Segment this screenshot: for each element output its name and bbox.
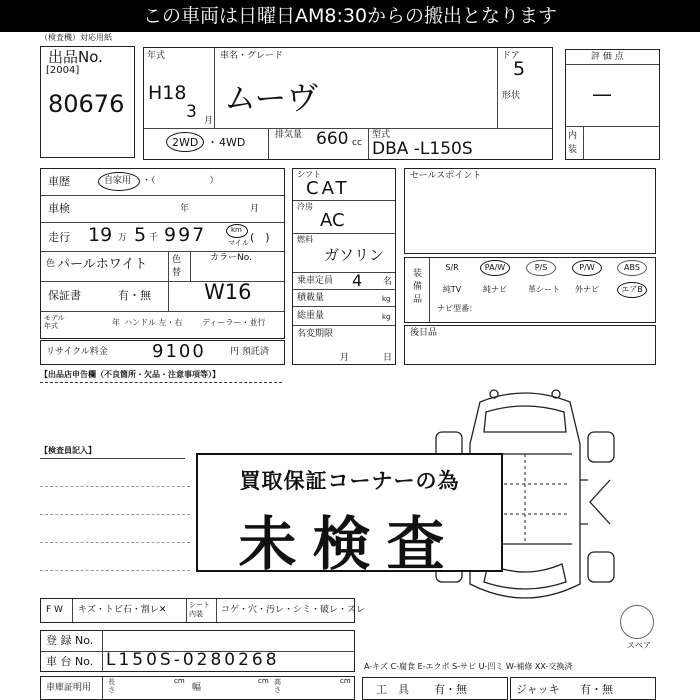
jack-value: 有・無 [580, 683, 613, 696]
equip-leather: 革シート [528, 285, 560, 294]
total-weight-unit: kg [382, 313, 391, 321]
shift-value: CAT [306, 178, 350, 199]
equip-tv: 純TV [442, 285, 462, 294]
warranty-value: 有・無 [118, 289, 151, 302]
model-year-era: H18 [148, 82, 187, 104]
interior-label: 内 装 [568, 131, 578, 155]
equip-navi: 純ナビ [483, 285, 507, 294]
cert-width: 幅 [192, 683, 202, 693]
fuel-value: ガソリン [324, 246, 385, 264]
cert-label: 車庫証明用 [46, 683, 92, 693]
type-value: DBA -L150S [372, 139, 473, 159]
equip-navi-model: ナビ型番： [437, 304, 477, 313]
banner-notice: この車両は日曜日AM8:30からの搬出となります [0, 0, 700, 32]
color-change-label: 色 替 [172, 255, 182, 278]
displacement-value: 660 [316, 129, 349, 149]
lot-number: 80676 [48, 90, 125, 118]
inspection-month: 月 [250, 204, 260, 214]
cert-cm-1: cm [174, 677, 185, 685]
equip-sr: S/R [445, 263, 459, 272]
warranty-label: 保証書 [48, 289, 81, 302]
seller-notes-label: 【出品店申告欄（不良箇所・欠品・注意事項等）】 [40, 370, 220, 379]
drive-2wd: 2WD [172, 136, 199, 149]
aftermarket-label: 後日品 [410, 328, 438, 338]
model-year-month: 3 [186, 102, 197, 122]
drive-sep: ・ [207, 136, 218, 149]
tools-value: 有・無 [434, 683, 467, 696]
history-value: 自家用 [104, 176, 132, 186]
load-label: 積載量 [297, 293, 325, 303]
color-label: 色 [46, 259, 56, 269]
damage-legend: A-キズ C-腐食 E-エクボ S-サビ U-凹ミ W-補修 XX-交換済 [364, 662, 573, 671]
unchecked-stamp [196, 453, 503, 578]
aircon-value: AC [320, 210, 345, 231]
car-name: ムーヴ [224, 79, 319, 117]
score-label: 評 価 点 [591, 52, 624, 62]
registration-label: 登 録 No. [46, 634, 94, 647]
fw-seat-value: コゲ・穴・汚レ・シミ・破レ・スレ [221, 605, 366, 615]
model-row-handle: ハンドル 左・右 [124, 318, 183, 327]
history-rest: ・（ ） [142, 176, 219, 186]
total-weight-label: 総重量 [297, 311, 325, 321]
equip-pw: P/W [572, 260, 602, 276]
spare-tire-icon [620, 605, 654, 639]
fw-value: キズ・トビ石・割レ✕ [78, 605, 167, 615]
tools-label: 工 具 [376, 683, 409, 696]
displacement-label: 排気量 [275, 130, 303, 140]
color-no-value: W16 [204, 280, 252, 304]
equip-ext-navi: 外ナビ [575, 285, 599, 294]
lot-year: [2004] [46, 65, 80, 76]
equipment-label: 装 備 品 [413, 269, 423, 306]
model-year-month-unit: 月 [204, 116, 214, 126]
sales-point-label: セールスポイント [410, 171, 482, 181]
inspection-label: 車検 [48, 202, 70, 215]
equip-ps: P/S [526, 260, 556, 276]
mileage-mile: マイル [228, 239, 249, 247]
load-unit: kg [382, 295, 391, 303]
stamp-line1: 買取保証コーナーの為 [239, 469, 460, 493]
model-year-label: 年式 [147, 51, 166, 61]
spare-label: スペア [627, 641, 651, 650]
cert-cm-3: cm [340, 677, 351, 685]
recycle-label: リサイクル料金 [46, 347, 108, 357]
cert-height: 高 さ [274, 678, 281, 695]
car-name-label: 車名・グレード [220, 51, 284, 61]
inspection-year: 年 [180, 204, 190, 214]
mileage-u2: 千 [149, 233, 159, 243]
shift-label: シフト [297, 170, 321, 179]
sheet-header: （検査機）対応用紙 [40, 33, 112, 42]
color-value: パールホワイト [57, 257, 148, 272]
aircon-label: 冷房 [297, 202, 313, 211]
aftermarket-box [404, 325, 656, 365]
doors-label: ドア [502, 51, 520, 61]
jack-label: ジャッキ [516, 683, 560, 696]
stamp-line2: 未検査 [238, 510, 461, 578]
color-no-label: カラーNo. [210, 253, 252, 263]
mileage-label: 走行 [48, 231, 70, 244]
mileage-u1: 万 [118, 233, 128, 243]
mileage-d1: 19 [88, 224, 113, 246]
recycle-value: 9100 [152, 341, 206, 362]
name-change-day: 日 [383, 353, 393, 363]
model-row-label: モデル 年式 [44, 314, 65, 331]
equip-airbag: エアB [617, 282, 647, 298]
chassis-label: 車 台 No. [46, 655, 94, 668]
capacity-label: 乗車定員 [297, 276, 334, 286]
chassis-value: L150S-0280268 [106, 650, 280, 670]
displacement-unit: cc [352, 138, 362, 148]
doors-value: 5 [513, 58, 526, 80]
lot-label: 出品No. [48, 48, 103, 66]
mileage-d2: 5 [134, 224, 147, 246]
body-shape-label: 形状 [502, 91, 521, 101]
history-label: 車歴 [48, 175, 70, 188]
inspector-notes-label: 【検査員記入】 [40, 446, 96, 455]
recycle-unit: 円 預託済 [230, 347, 269, 357]
type-label: 型式 [372, 130, 391, 140]
score-value: — [592, 82, 612, 106]
cert-length: 長 さ [108, 678, 115, 695]
equip-paw: PA/W [480, 260, 510, 276]
score-box [565, 49, 660, 160]
name-change-month: 月 [340, 353, 350, 363]
capacity-unit: 名 [383, 277, 393, 287]
fuel-label: 燃料 [297, 235, 313, 244]
cert-cm-2: cm [258, 677, 269, 685]
model-row-year: 年 [112, 318, 120, 327]
drive-4wd: 4WD [219, 136, 246, 149]
model-row-dealer: ディーラー・並行 [202, 318, 266, 327]
mileage-km: km [231, 226, 242, 234]
name-change-label: 名変期限 [297, 329, 334, 339]
mileage-d3: 997 [164, 224, 207, 246]
capacity-value: 4 [352, 271, 363, 290]
equip-abs: ABS [617, 260, 647, 276]
fw-label: F W [46, 605, 63, 615]
fw-seat-label: シート 内装 [189, 601, 210, 619]
